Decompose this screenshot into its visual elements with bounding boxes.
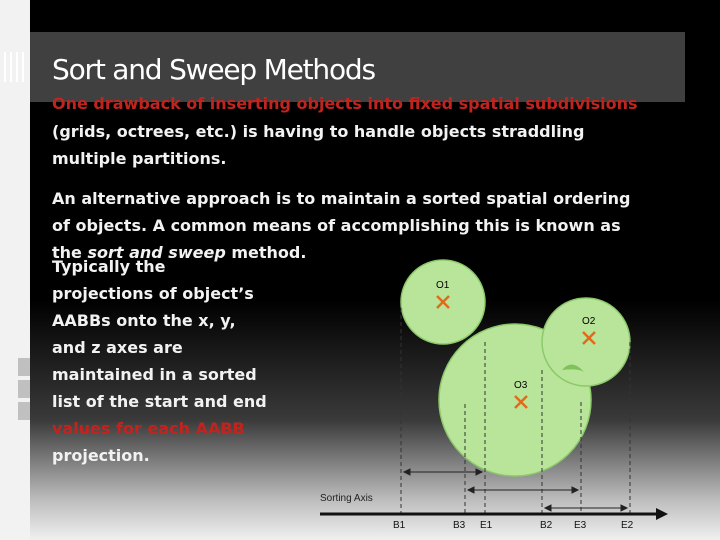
paragraph-3-highlight: values for each AABB — [52, 419, 245, 438]
label-o2: O2 — [582, 316, 596, 327]
label-o3: O3 — [514, 380, 528, 391]
side-decor-ticks — [18, 358, 30, 438]
sorting-axis-arrowhead — [656, 508, 668, 520]
tick-b2: B2 — [540, 520, 553, 531]
label-o1: O1 — [436, 280, 450, 291]
sort-and-sweep-figure — [300, 250, 720, 540]
paragraph-2-end: method. — [225, 243, 307, 262]
paragraph-2-text: An alternative approach is to maintain a sorted spatial ordering of objects. A common means of accomplishing this is known as the — [52, 189, 631, 262]
paragraph-2-emphasis: sort and sweep — [87, 243, 226, 262]
sorting-axis-label: Sorting Axis — [320, 493, 373, 504]
tick-b3: B3 — [453, 520, 466, 531]
paragraph-3 — [52, 253, 267, 469]
slide-title: Sort and Sweep Methods — [52, 53, 375, 86]
paragraph-1-line-1: One drawback of inserting objects into fixed spatial subdivisions — [52, 94, 638, 113]
paragraph-3-end: projection. — [52, 446, 150, 465]
paragraph-1-rest: (grids, octrees, etc.) is having to handle objects straddling multiple partitions. — [52, 122, 585, 168]
paragraph-3-text: Typically the projections of object’s AABBs onto the x, y, and z axes are maintained in a sorted list of the start and end — [52, 257, 267, 411]
tick-e1: E1 — [480, 520, 493, 531]
title-decor-lines — [0, 52, 30, 82]
tick-e2: E2 — [621, 520, 634, 531]
tick-b1: B1 — [393, 520, 406, 531]
tick-e3: E3 — [574, 520, 587, 531]
